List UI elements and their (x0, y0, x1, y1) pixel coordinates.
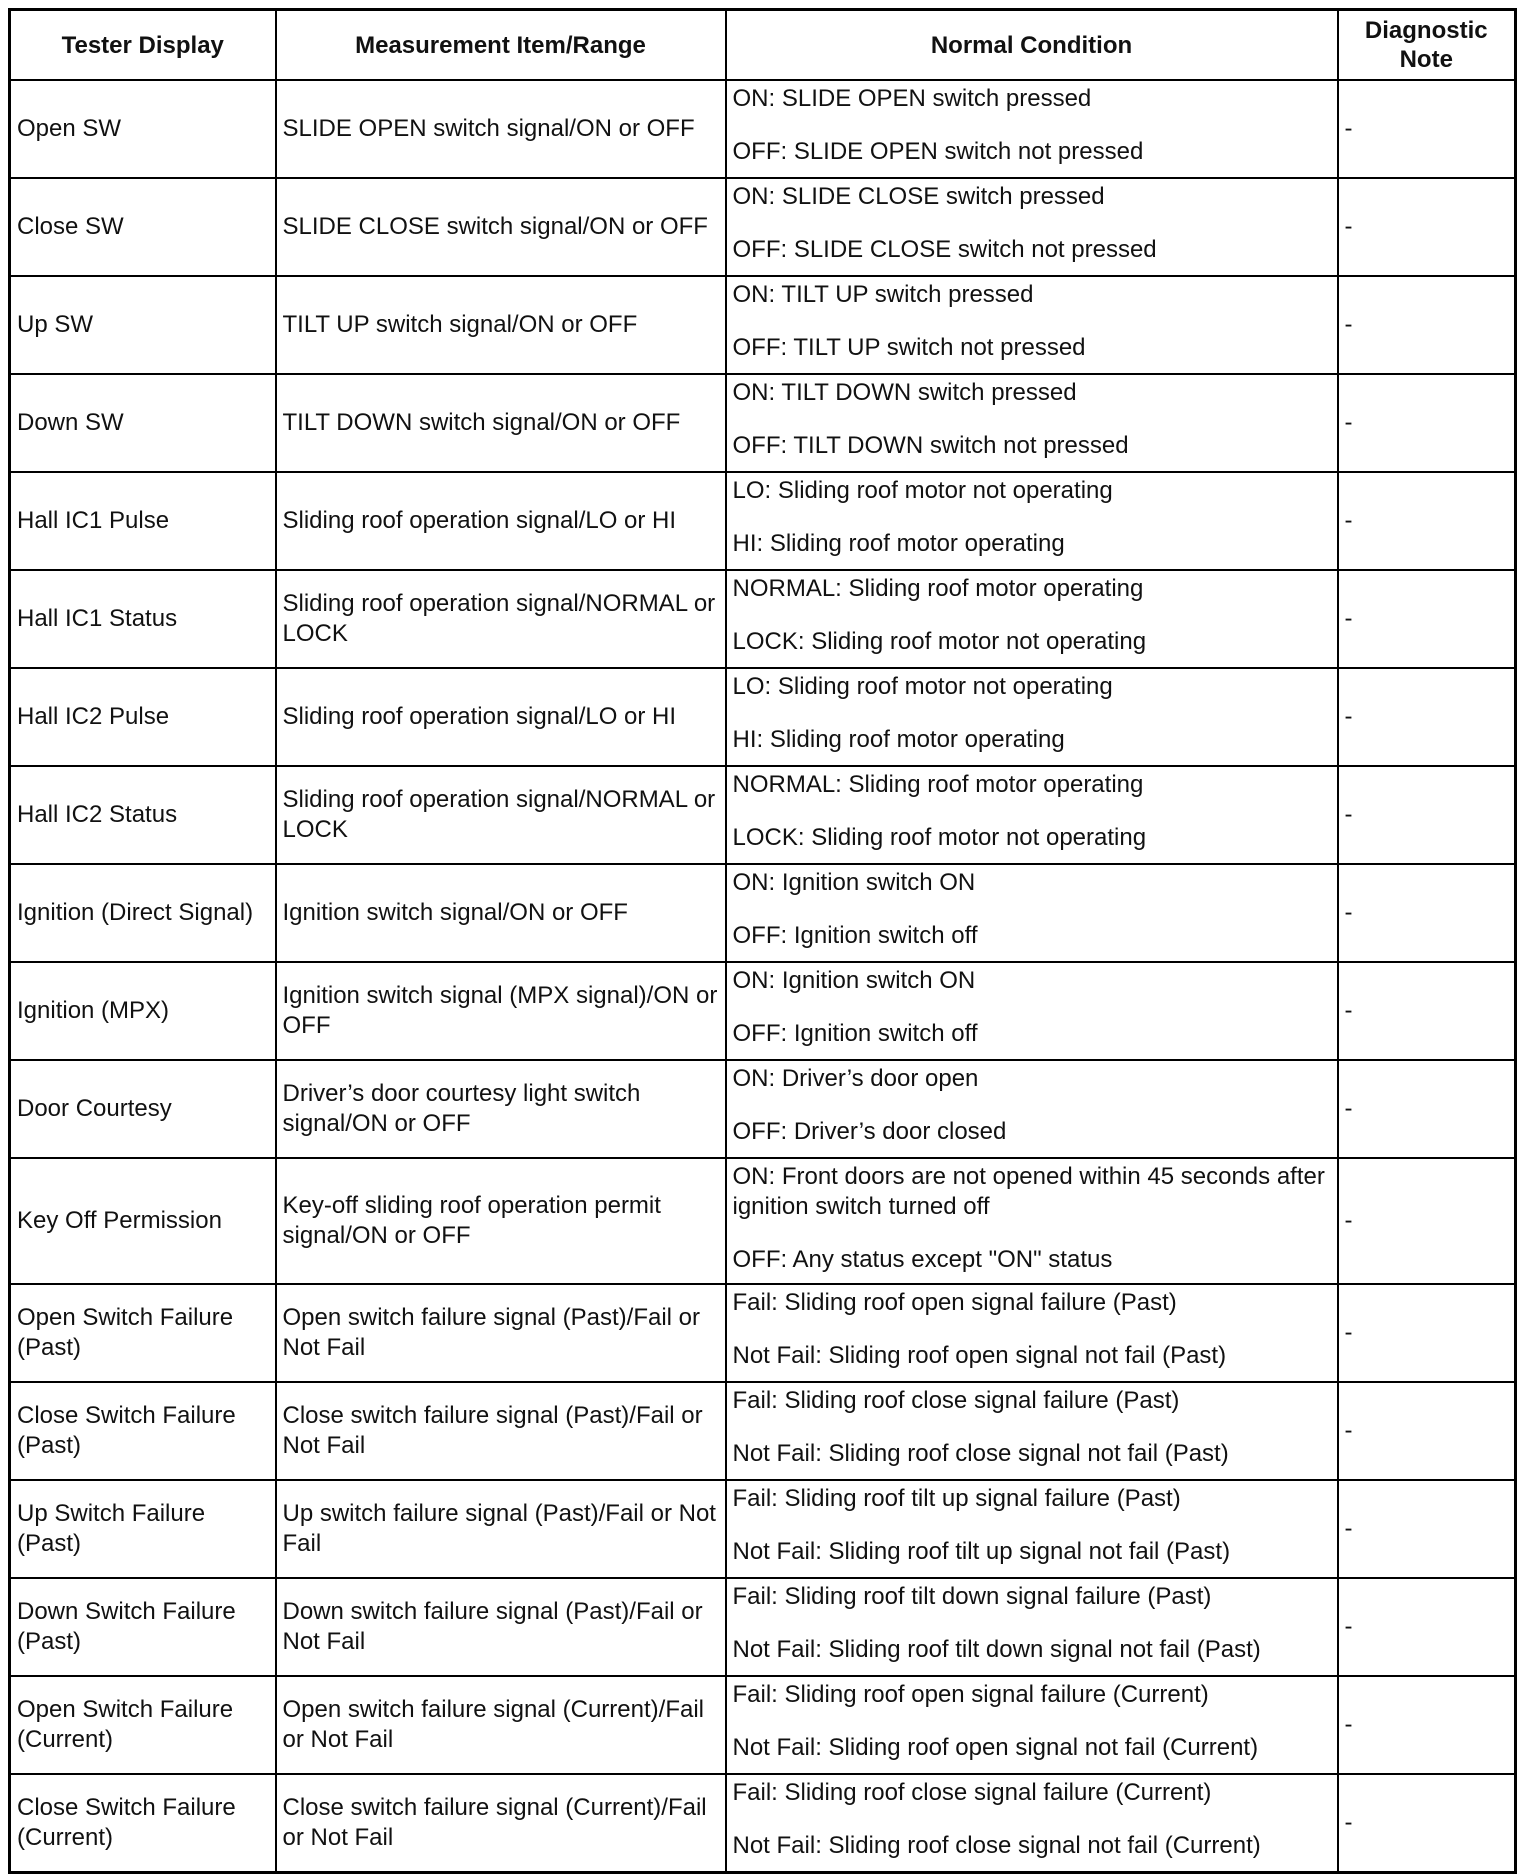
diagnostic-note-cell: - (1338, 374, 1516, 472)
diagnostic-note-cell: - (1338, 1578, 1516, 1676)
table-row (10, 1578, 1516, 1676)
condition-line: NORMAL: Sliding roof motor operating (732, 575, 1144, 602)
diagnostic-note-cell: - (1338, 1060, 1516, 1158)
tester-display-cell: Open Switch Failure (Current) (10, 1676, 276, 1774)
table-header (10, 10, 1516, 81)
table-row (10, 962, 1516, 1060)
diagnostic-note-cell: - (1338, 1774, 1516, 1873)
condition-line: OFF: Any status except "ON" status (732, 1246, 1113, 1273)
measurement-cell: Open switch failure signal (Past)/Fail or Not Fail (276, 1284, 726, 1382)
normal-condition-cell (726, 1158, 1338, 1284)
header-diagnostic-note: Diagnostic Note (1338, 10, 1516, 81)
diagnostic-note-cell: - (1338, 668, 1516, 766)
table-row (10, 1382, 1516, 1480)
measurement-cell: Sliding roof operation signal/NORMAL or LOCK (276, 570, 726, 668)
diagnostic-note-cell: - (1338, 864, 1516, 962)
table-row (10, 766, 1516, 864)
normal-condition-cell (726, 1480, 1338, 1578)
normal-condition-cell (726, 1382, 1338, 1480)
tester-display-cell: Up Switch Failure (Past) (10, 1480, 276, 1578)
measurement-cell: Sliding roof operation signal/NORMAL or LOCK (276, 766, 726, 864)
measurement-cell: Close switch failure signal (Past)/Fail or Not Fail (276, 1382, 726, 1480)
tester-display-cell: Door Courtesy (10, 1060, 276, 1158)
header-row (10, 10, 1516, 81)
normal-condition-cell (726, 962, 1338, 1060)
condition-line: LOCK: Sliding roof motor not operating (732, 628, 1147, 655)
table-row (10, 472, 1516, 570)
measurement-cell: Ignition switch signal (MPX signal)/ON or OFF (276, 962, 726, 1060)
condition-line: Fail: Sliding roof tilt up signal failure (Past) (732, 1485, 1181, 1512)
normal-condition-cell (726, 374, 1338, 472)
normal-condition-cell (726, 1676, 1338, 1774)
normal-condition-cell (726, 1284, 1338, 1382)
table-row (10, 1774, 1516, 1873)
condition-line: HI: Sliding roof motor operating (732, 726, 1065, 753)
condition-line: ON: Driver’s door open (732, 1065, 979, 1092)
header-normal-condition: Normal Condition (726, 10, 1338, 81)
diagnostic-note-cell: - (1338, 178, 1516, 276)
table-row (10, 864, 1516, 962)
condition-line: ON: SLIDE CLOSE switch pressed (732, 183, 1105, 210)
measurement-cell: TILT DOWN switch signal/ON or OFF (276, 374, 726, 472)
table-row (10, 1060, 1516, 1158)
condition-line: OFF: TILT DOWN switch not pressed (732, 432, 1129, 459)
condition-line: ON: TILT DOWN switch pressed (732, 379, 1077, 406)
table-body (10, 80, 1516, 1873)
tester-display-cell: Open Switch Failure (Past) (10, 1284, 276, 1382)
tester-display-cell: Open SW (10, 80, 276, 178)
normal-condition-cell (726, 1774, 1338, 1873)
tester-display-cell: Key Off Permission (10, 1158, 276, 1284)
diagnostic-note-cell: - (1338, 80, 1516, 178)
condition-line: LO: Sliding roof motor not operating (732, 673, 1113, 700)
header-measurement: Measurement Item/Range (276, 10, 726, 81)
table-row (10, 374, 1516, 472)
normal-condition-cell (726, 1578, 1338, 1676)
normal-condition-cell (726, 668, 1338, 766)
table-row (10, 80, 1516, 178)
tester-display-cell: Close Switch Failure (Current) (10, 1774, 276, 1873)
normal-condition-cell (726, 864, 1338, 962)
condition-line: Fail: Sliding roof open signal failure (Current) (732, 1681, 1209, 1708)
diagnostic-note-cell: - (1338, 962, 1516, 1060)
diagnostic-note-cell: - (1338, 472, 1516, 570)
tester-display-cell: Up SW (10, 276, 276, 374)
diagnostic-note-cell: - (1338, 276, 1516, 374)
condition-line: ON: Ignition switch ON (732, 869, 976, 896)
condition-line: OFF: SLIDE OPEN switch not pressed (732, 138, 1144, 165)
tester-display-cell: Hall IC1 Pulse (10, 472, 276, 570)
measurement-cell: Up switch failure signal (Past)/Fail or Not Fail (276, 1480, 726, 1578)
tester-display-cell: Close Switch Failure (Past) (10, 1382, 276, 1480)
measurement-cell: Key-off sliding roof operation permit signal/ON or OFF (276, 1158, 726, 1284)
diagnostic-note-cell: - (1338, 766, 1516, 864)
measurement-cell: Ignition switch signal/ON or OFF (276, 864, 726, 962)
tester-display-cell: Close SW (10, 178, 276, 276)
condition-line: Not Fail: Sliding roof close signal not fail (Past) (732, 1440, 1229, 1467)
condition-line: Fail: Sliding roof open signal failure (Past) (732, 1289, 1177, 1316)
condition-line: OFF: Driver’s door closed (732, 1118, 1007, 1145)
table-row (10, 276, 1516, 374)
table-row (10, 1158, 1516, 1284)
table-row (10, 668, 1516, 766)
condition-line: OFF: Ignition switch off (732, 1020, 978, 1047)
measurement-cell: Open switch failure signal (Current)/Fail or Not Fail (276, 1676, 726, 1774)
condition-line: LO: Sliding roof motor not operating (732, 477, 1113, 504)
tester-display-cell: Hall IC2 Pulse (10, 668, 276, 766)
condition-line: ON: TILT UP switch pressed (732, 281, 1034, 308)
condition-line: Not Fail: Sliding roof tilt down signal not fail (Past) (732, 1636, 1261, 1663)
data-list-table (8, 8, 1517, 1874)
condition-line: OFF: TILT UP switch not pressed (732, 334, 1086, 361)
tester-display-cell: Ignition (MPX) (10, 962, 276, 1060)
condition-line: Not Fail: Sliding roof tilt up signal not fail (Past) (732, 1538, 1231, 1565)
condition-line: NORMAL: Sliding roof motor operating (732, 771, 1144, 798)
normal-condition-cell (726, 178, 1338, 276)
diagnostic-note-cell: - (1338, 1158, 1516, 1284)
condition-line: OFF: Ignition switch off (732, 922, 978, 949)
diagnostic-note-cell: - (1338, 570, 1516, 668)
diagnostic-note-cell: - (1338, 1382, 1516, 1480)
diagnostic-note-cell: - (1338, 1676, 1516, 1774)
measurement-cell: TILT UP switch signal/ON or OFF (276, 276, 726, 374)
tester-display-cell: Hall IC1 Status (10, 570, 276, 668)
measurement-cell: SLIDE CLOSE switch signal/ON or OFF (276, 178, 726, 276)
normal-condition-cell (726, 276, 1338, 374)
tester-display-cell: Ignition (Direct Signal) (10, 864, 276, 962)
tester-display-cell: Down SW (10, 374, 276, 472)
condition-line: LOCK: Sliding roof motor not operating (732, 824, 1147, 851)
table-row (10, 1480, 1516, 1578)
normal-condition-cell (726, 80, 1338, 178)
condition-line: Not Fail: Sliding roof close signal not fail (Current) (732, 1832, 1261, 1859)
tester-display-cell: Hall IC2 Status (10, 766, 276, 864)
diagnostic-note-cell: - (1338, 1284, 1516, 1382)
table-row (10, 1676, 1516, 1774)
measurement-cell: Close switch failure signal (Current)/Fail or Not Fail (276, 1774, 726, 1873)
condition-line: OFF: SLIDE CLOSE switch not pressed (732, 236, 1157, 263)
condition-line: HI: Sliding roof motor operating (732, 530, 1065, 557)
measurement-cell: Sliding roof operation signal/LO or HI (276, 668, 726, 766)
condition-line: Not Fail: Sliding roof open signal not fail (Current) (732, 1734, 1259, 1761)
normal-condition-cell (726, 472, 1338, 570)
tester-display-cell: Down Switch Failure (Past) (10, 1578, 276, 1676)
condition-line: Fail: Sliding roof tilt down signal failure (Past) (732, 1583, 1212, 1610)
measurement-cell: Driver’s door courtesy light switch signal/ON or OFF (276, 1060, 726, 1158)
table-row (10, 178, 1516, 276)
condition-line: Not Fail: Sliding roof open signal not fail (Past) (732, 1342, 1227, 1369)
measurement-cell: SLIDE OPEN switch signal/ON or OFF (276, 80, 726, 178)
measurement-cell: Down switch failure signal (Past)/Fail or Not Fail (276, 1578, 726, 1676)
normal-condition-cell (726, 1060, 1338, 1158)
condition-line: Fail: Sliding roof close signal failure (Past) (732, 1387, 1180, 1414)
table-row (10, 570, 1516, 668)
condition-line: ON: Ignition switch ON (732, 967, 976, 994)
header-tester-display: Tester Display (10, 10, 276, 81)
diagnostic-note-cell: - (1338, 1480, 1516, 1578)
condition-line: ON: SLIDE OPEN switch pressed (732, 85, 1092, 112)
condition-line: Fail: Sliding roof close signal failure (Current) (732, 1779, 1212, 1806)
measurement-cell: Sliding roof operation signal/LO or HI (276, 472, 726, 570)
normal-condition-cell (726, 766, 1338, 864)
table-row (10, 1284, 1516, 1382)
normal-condition-cell (726, 570, 1338, 668)
condition-line: ON: Front doors are not opened within 45 seconds after ignition switch turned off (732, 1163, 1325, 1220)
